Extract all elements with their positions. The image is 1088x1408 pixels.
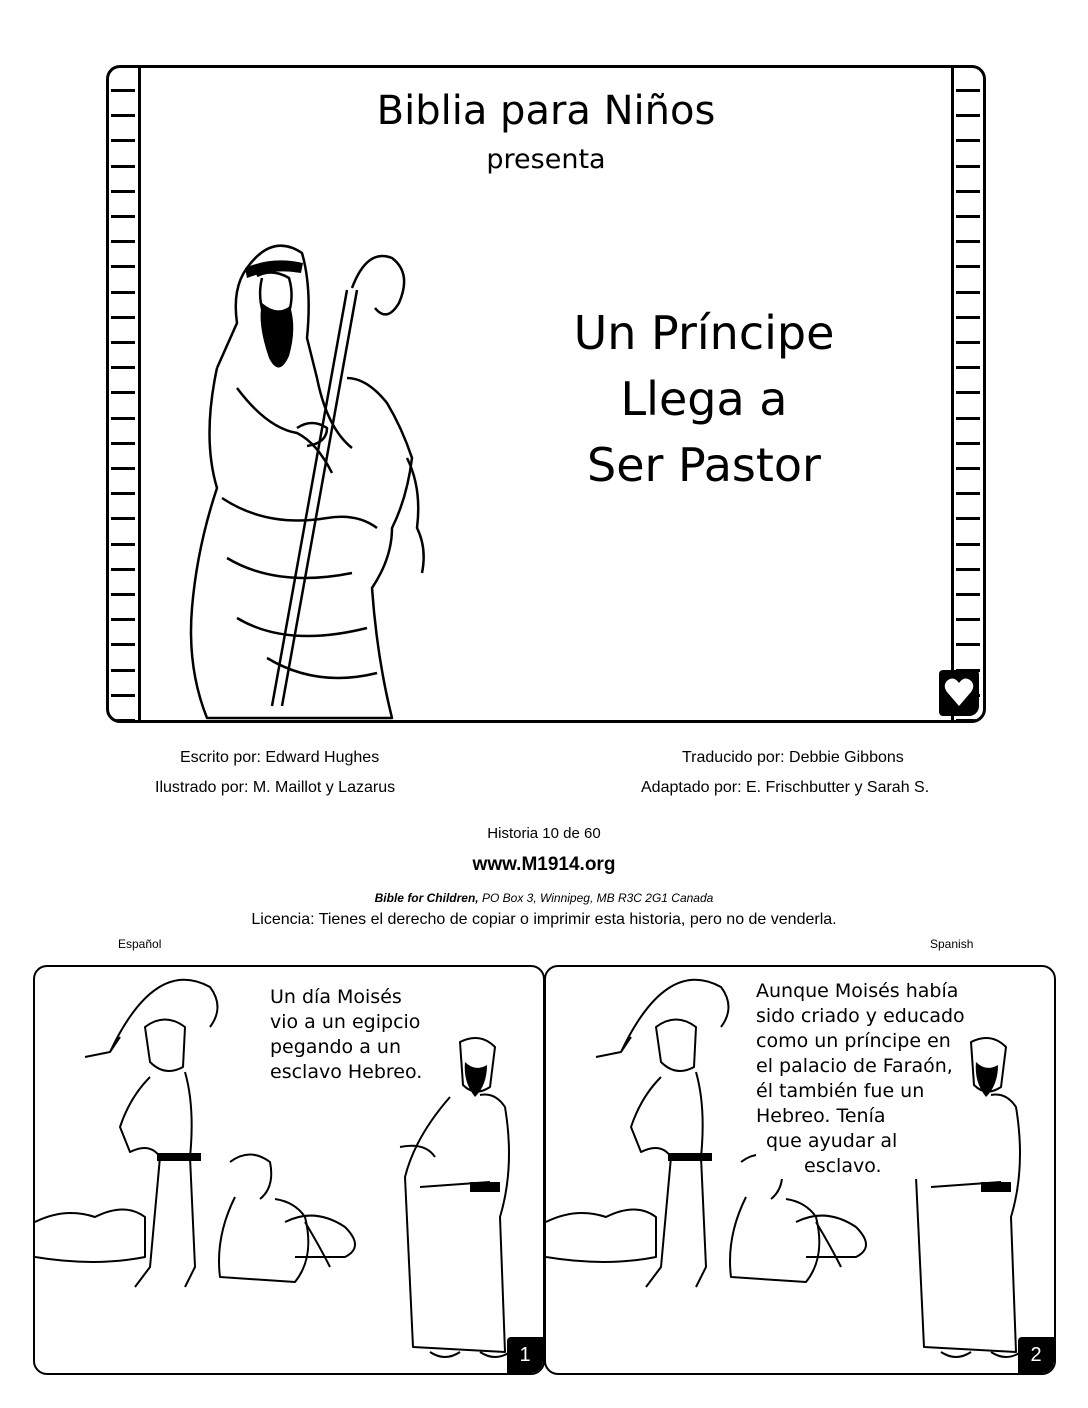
- story-panel-2: [544, 965, 1056, 1375]
- film-frame: [111, 622, 135, 646]
- film-frame: [956, 421, 980, 445]
- film-frame: [956, 522, 980, 546]
- panel-2-line-4: el palacio de Faraón,: [756, 1055, 953, 1077]
- film-frame: [111, 244, 135, 268]
- film-frame: [956, 622, 980, 646]
- film-frame: [111, 421, 135, 445]
- cover-subtitle: presenta: [486, 144, 606, 175]
- film-frame: [111, 396, 135, 420]
- panel-1-line-2: vio a un egipcio: [270, 1011, 421, 1033]
- panel-2-line-3: como un príncipe en: [756, 1030, 951, 1052]
- film-frame: [111, 673, 135, 697]
- film-frame: [956, 547, 980, 571]
- moses-shepherd-illustration: [177, 228, 437, 723]
- film-frame: [956, 270, 980, 294]
- film-frame: [111, 194, 135, 218]
- film-frame: [956, 295, 980, 319]
- film-frame: [111, 547, 135, 571]
- film-frame: [111, 295, 135, 319]
- story-title-line-2: Llega a: [620, 372, 788, 426]
- credit-translated-by: Traducido por: Debbie Gibbons: [682, 749, 904, 766]
- website-link[interactable]: www.M1914.org: [472, 854, 616, 875]
- film-frame: [956, 471, 980, 495]
- panel-2-line-6: Hebreo. Tenía: [756, 1105, 886, 1127]
- mailing-address: [0, 891, 1088, 905]
- film-frame: [111, 320, 135, 344]
- film-frame: [956, 597, 980, 621]
- panel-2-number: 2: [1018, 1337, 1054, 1373]
- film-frame: [111, 370, 135, 394]
- story-panel-1: [33, 965, 545, 1375]
- film-frame: [111, 471, 135, 495]
- film-frame: [956, 572, 980, 596]
- panel-2-line-1: Aunque Moisés había: [756, 980, 959, 1002]
- panel-1-line-3: pegando a un: [270, 1036, 401, 1058]
- credit-adapted-by: Adaptado por: E. Frischbutter y Sarah S.: [641, 779, 930, 796]
- film-frame: [111, 270, 135, 294]
- film-frame: [956, 370, 980, 394]
- film-frame: [956, 446, 980, 470]
- film-frame: [111, 345, 135, 369]
- credit-illustrated-by: Ilustrado por: M. Maillot y Lazarus: [155, 779, 396, 796]
- panel-2-line-7: que ayudar al: [766, 1130, 898, 1152]
- panel-1-line-1: Un día Moisés: [270, 986, 402, 1008]
- film-frame: [111, 597, 135, 621]
- film-frame: [111, 219, 135, 243]
- film-frame: [956, 496, 980, 520]
- panel-1-number: 1: [507, 1337, 543, 1373]
- panel-2-line-2: sido criado y educado: [756, 1005, 965, 1027]
- heart-icon: [939, 670, 979, 716]
- film-frame: [956, 396, 980, 420]
- panel-2-line-8: esclavo.: [804, 1155, 882, 1177]
- cover-title: Biblia para Niños: [376, 88, 716, 134]
- story-title-line-3: Ser Pastor: [587, 438, 821, 492]
- film-frame: [956, 648, 980, 672]
- film-frame: [956, 345, 980, 369]
- film-frame: [956, 194, 980, 218]
- film-frame: [956, 244, 980, 268]
- story-title-line-1: Un Príncipe: [573, 306, 835, 360]
- film-frame: [956, 219, 980, 243]
- film-frame: [111, 698, 135, 722]
- story-title: [504, 300, 904, 498]
- panel-2-line-5: él también fue un: [756, 1080, 925, 1102]
- credit-written-by: Escrito por: Edward Hughes: [180, 749, 380, 766]
- cover-frame: [106, 65, 986, 723]
- film-frame: [111, 446, 135, 470]
- license-notice: Licencia: Tienes el derecho de copiar o imprimir esta historia, pero no de venderla.: [251, 911, 837, 928]
- org-name: Bible for Children,: [374, 891, 479, 905]
- film-frame: [111, 496, 135, 520]
- film-frame: [956, 320, 980, 344]
- panel-2-caption: [756, 979, 965, 1179]
- film-frame: [111, 522, 135, 546]
- story-number: Historia 10 de 60: [487, 825, 601, 842]
- panel-1-caption: [270, 985, 422, 1085]
- film-frame: [111, 572, 135, 596]
- panel-1-line-4: esclavo Hebreo.: [270, 1061, 423, 1083]
- address-text: PO Box 3, Winnipeg, MB R3C 2G1 Canada: [478, 891, 714, 905]
- language-label-right: Spanish: [930, 937, 974, 951]
- film-frame: [111, 648, 135, 672]
- language-label-left: Español: [118, 937, 162, 951]
